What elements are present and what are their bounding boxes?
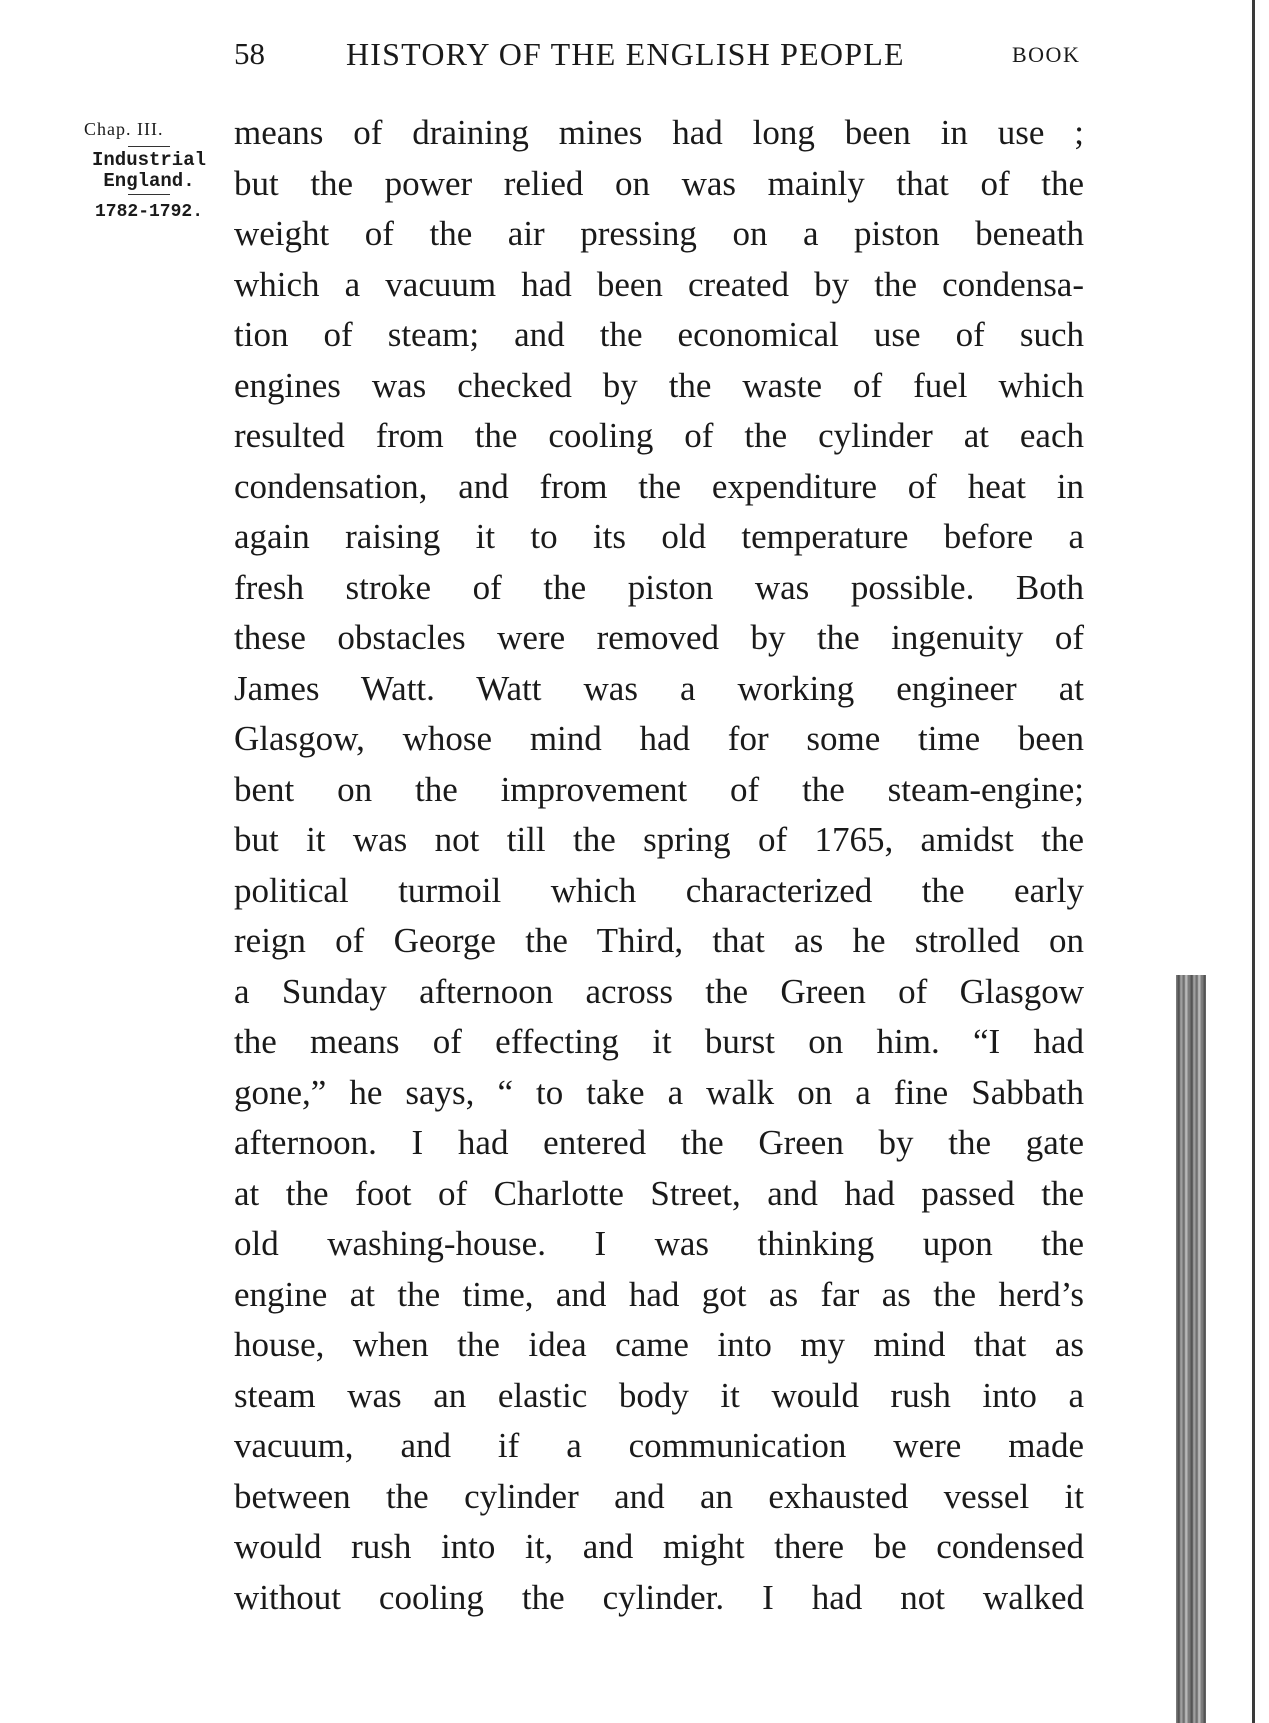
text-line: a Sunday afternoon across the Green of Glasgow	[234, 971, 1084, 1011]
margin-note	[82, 114, 216, 226]
margin-rule	[128, 146, 170, 147]
text-line: at the foot of Charlotte Street, and had passed the	[234, 1173, 1084, 1213]
page-number: 58	[234, 36, 265, 71]
text-line: afternoon. I had entered the Green by the gate	[234, 1123, 1084, 1162]
text-line: which a vacuum had been created by the condensa-	[234, 264, 1084, 304]
text-line: engines was checked by the waste of fuel which	[234, 365, 1084, 405]
text-line: these obstacles were removed by the ingenuity of	[234, 618, 1084, 657]
text-line: steam was an elastic body it would rush into a	[234, 1375, 1084, 1415]
text-line: between the cylinder and an exhausted vessel it	[234, 1476, 1084, 1516]
text-line: tion of steam; and the economical use of such	[234, 315, 1084, 354]
book-label: BOOK	[1012, 42, 1081, 67]
text-line: engine at the time, and had got as far as the herd’s	[234, 1274, 1084, 1314]
text-line: bent on the improvement of the steam-engine;	[234, 769, 1084, 809]
text-line: resulted from the cooling of the cylinder at each	[234, 416, 1084, 455]
text-line: Glasgow, whose mind had for some time been	[234, 719, 1084, 758]
body-text	[234, 108, 1084, 1623]
text-line: but it was not till the spring of 1765, amidst the	[234, 820, 1084, 859]
subject-line-2: England.	[103, 170, 195, 192]
text-line: reign of George the Third, that as he strolled on	[234, 921, 1084, 960]
text-line: again raising it to its old temperature before a	[234, 517, 1084, 556]
chapter-label: Chap. III.	[84, 119, 164, 139]
text-line: without cooling the cylinder. I had not walked	[234, 1577, 1084, 1617]
text-line: old washing-house. I was thinking upon the	[234, 1224, 1084, 1263]
text-line: fresh stroke of the piston was possible. Both	[234, 567, 1084, 607]
text-line: the means of effecting it burst on him. “I had	[234, 1022, 1084, 1061]
text-line: means of draining mines had long been in use ;	[234, 113, 1084, 152]
subject-line-1: Industrial	[91, 149, 207, 171]
text-line: political turmoil which characterized the early	[234, 870, 1084, 910]
book-binding-edge	[1176, 975, 1206, 1723]
page-edge-line	[1252, 0, 1255, 1723]
text-line: house, when the idea came into my mind that as	[234, 1325, 1084, 1364]
margin-rule	[128, 194, 170, 195]
text-line: gone,” he says, “ to take a walk on a fine Sabbath	[234, 1072, 1084, 1112]
text-line: vacuum, and if a communication were made	[234, 1426, 1084, 1465]
text-line: weight of the air pressing on a piston beneath	[234, 214, 1084, 253]
running-title: HISTORY OF THE ENGLISH PEOPLE	[346, 36, 905, 72]
text-line: would rush into it, and might there be condensed	[234, 1527, 1084, 1566]
text-line: but the power relied on was mainly that of the	[234, 163, 1084, 203]
text-line: James Watt. Watt was a working engineer at	[234, 668, 1084, 708]
date-range: 1782-1792.	[94, 202, 204, 222]
text-line: condensation, and from the expenditure of heat in	[234, 466, 1084, 506]
